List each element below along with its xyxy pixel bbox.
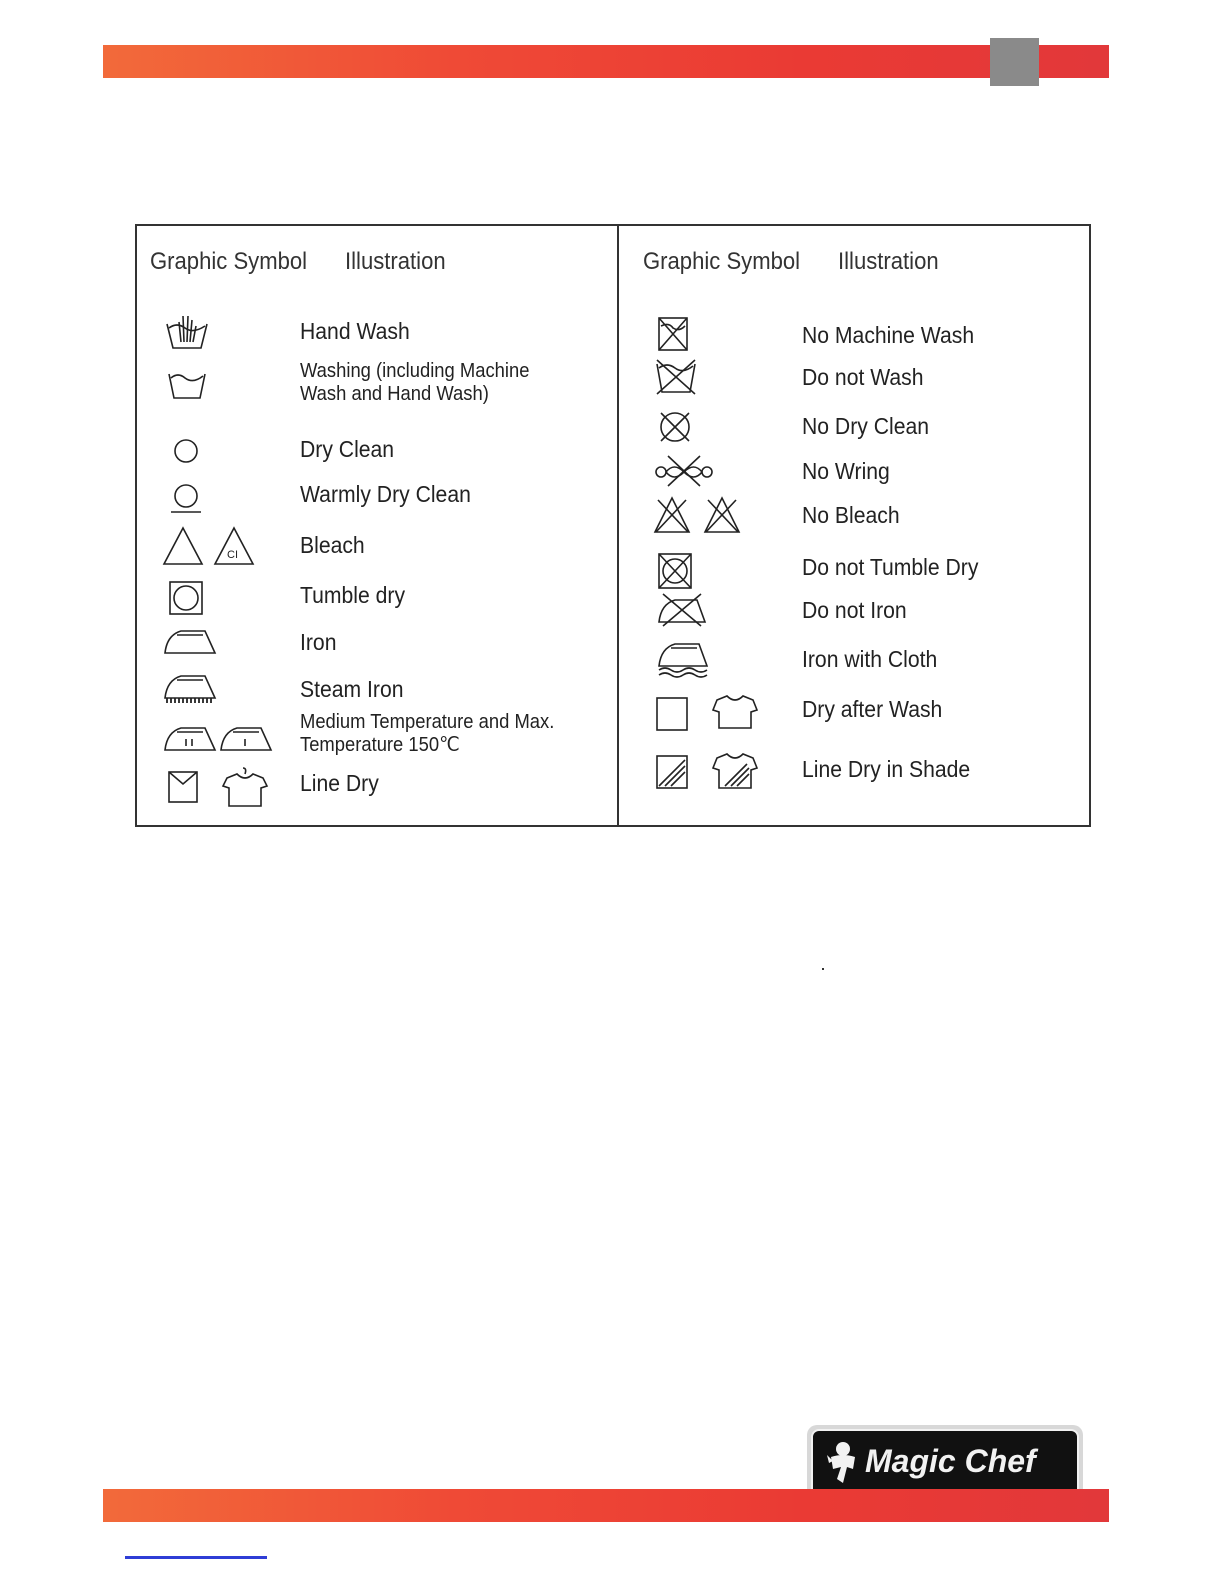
no-tumble-dry-icon (657, 550, 695, 590)
row-label: No Dry Clean (802, 413, 930, 439)
hand-wash-icon (165, 308, 209, 352)
bleach-icon (163, 526, 258, 566)
iron-temperature-icon (163, 724, 275, 754)
table-column-right (619, 226, 1091, 825)
footer-link-underline[interactable] (125, 1556, 267, 1559)
wash-tub-icon (167, 370, 207, 400)
tumble-dry-icon (168, 580, 204, 616)
header-bar (103, 45, 1109, 78)
no-iron-icon (655, 592, 709, 628)
logo-text: Magic Chef (865, 1443, 1036, 1479)
iron-icon (163, 627, 217, 657)
header-graphic-symbol: Graphic Symbol (150, 248, 308, 275)
table-column-left (137, 226, 617, 825)
header-illustration: Illustration (345, 248, 446, 275)
care-symbol-table (135, 224, 1091, 827)
row-label: Line Dry (300, 770, 379, 796)
row-label: Warmly Dry Clean (300, 481, 471, 507)
row-label: Tumble dry (300, 582, 406, 608)
row-label: Line Dry in Shade (802, 756, 971, 782)
no-dry-clean-icon (657, 409, 693, 445)
row-label: Do not Iron (802, 597, 907, 623)
no-bleach-icon (654, 496, 742, 534)
row-label: Iron (300, 629, 337, 655)
row-label: Do not Wash (802, 364, 924, 390)
dry-after-wash-icon (655, 692, 759, 732)
no-wring-icon (654, 454, 714, 488)
steam-iron-icon (163, 672, 217, 704)
row-label: Washing (including Machine Wash and Hand Wash) (300, 360, 530, 405)
row-label: Bleach (300, 532, 365, 558)
row-label: Dry Clean (300, 436, 395, 462)
stray-dot (822, 968, 824, 970)
line-dry-shade-icon (655, 752, 759, 792)
row-label: Steam Iron (300, 676, 404, 702)
row-label: Iron with Cloth (802, 646, 938, 672)
row-label: Do not Tumble Dry (802, 554, 979, 580)
row-label: Hand Wash (300, 318, 410, 344)
row-label: No Bleach (802, 502, 900, 528)
footer-bar (103, 1489, 1109, 1522)
warm-dry-clean-icon (169, 482, 203, 514)
svg-text:CI: CI (227, 549, 238, 561)
iron-with-cloth-icon (655, 640, 711, 678)
row-label: No Machine Wash (802, 322, 975, 348)
header-graphic-symbol: Graphic Symbol (643, 248, 801, 275)
page-tab (990, 38, 1039, 86)
line-dry-icon (167, 768, 271, 808)
row-label: Medium Temperature and Max. Temperature 150℃ (300, 711, 555, 756)
no-machine-wash-icon (657, 316, 689, 352)
dry-clean-icon (173, 438, 199, 464)
do-not-wash-icon (655, 358, 697, 396)
row-label: No Wring (802, 458, 890, 484)
row-label: Dry after Wash (802, 696, 943, 722)
header-illustration: Illustration (838, 248, 939, 275)
